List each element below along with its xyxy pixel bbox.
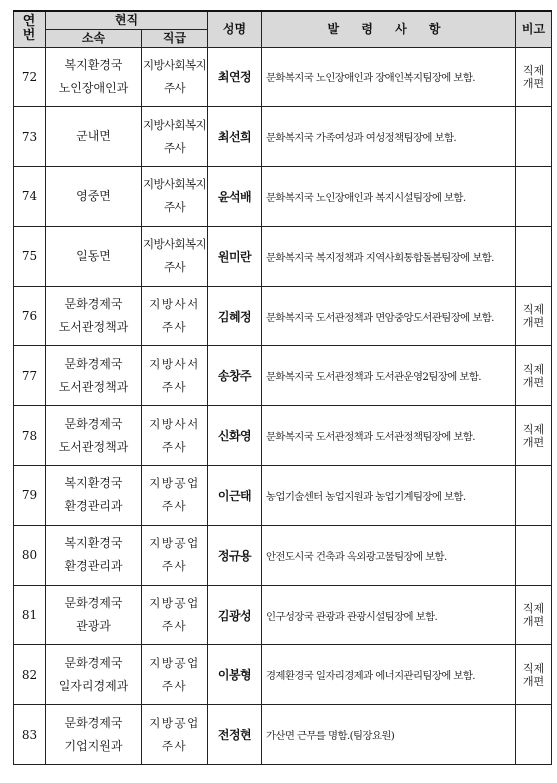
rank-line: 지방사회복지 [142,237,207,252]
header-appointment: 발 령 사 항 [262,11,516,47]
table-row [14,226,552,286]
row-number: 82 [14,645,46,705]
remarks-cell [516,466,552,526]
rank-line: 지방사회복지 [142,177,207,192]
rank-line: 지방공업 [149,596,200,611]
rank-cell [142,167,208,227]
rank-cell [142,406,208,466]
remarks-cell [516,107,552,167]
department-line: 문화경제국 [64,655,123,670]
rank-line: 주사 [161,678,188,693]
table-row [14,47,552,107]
department-line: 환경관리과 [64,499,123,514]
appointment-cell: 가산면 근무를 명함.(팀장요원) [262,705,516,765]
name-cell: 송창주 [208,346,262,406]
name-cell: 이봉형 [208,645,262,705]
rank-line: 주사 [161,499,188,514]
table-row [14,585,552,645]
department-line: 도서관정책과 [58,320,129,335]
appointment-cell: 문화복지국 도서관정책과 면암중앙도서관팀장에 보함. [262,286,516,346]
rank-line: 지방공업 [149,536,200,551]
remarks-line: 개편 [522,76,545,90]
appointment-cell: 농업기술센터 농업지원과 농업기계팀장에 보함. [262,466,516,526]
department-line: 복지환경국 [64,476,123,491]
department-cell [46,346,142,406]
remarks-line: 직제 [522,422,545,436]
row-number: 79 [14,466,46,526]
remarks-cell [516,47,552,107]
remarks-cell [516,346,552,406]
rank-line: 주사 [163,80,186,95]
remarks-cell [516,406,552,466]
remarks-cell [516,705,552,765]
rank-line: 주사 [161,439,188,454]
rank-line: 지방사서 [149,297,200,312]
department-cell [46,406,142,466]
department-line: 일자리경제과 [58,678,129,693]
department-line: 복지환경국 [64,536,123,551]
department-cell [46,286,142,346]
rank-cell [142,525,208,585]
department-cell [46,466,142,526]
rank-cell [142,645,208,705]
department-line: 기업지원과 [64,738,123,753]
row-number: 77 [14,346,46,406]
remarks-line: 직제 [522,362,545,376]
header-number [14,11,46,47]
name-cell: 최선희 [208,107,262,167]
remarks-line: 개편 [522,375,545,389]
rank-cell [142,226,208,286]
department-line: 관광과 [76,619,111,634]
remarks-cell [516,286,552,346]
rank-line: 주사 [161,559,188,574]
remarks-line: 개편 [522,316,545,330]
remarks-cell [516,585,552,645]
rank-line: 지방공업 [149,476,200,491]
table-row [14,406,552,466]
department-line: 도서관정책과 [58,379,129,394]
rank-cell [142,47,208,107]
appointment-cell: 인구성장국 관광과 관광시설팀장에 보함. [262,585,516,645]
name-cell: 김혜정 [208,286,262,346]
rank-line: 주사 [161,320,188,335]
rank-line: 주사 [163,200,186,215]
rank-line: 지방사서 [149,356,200,371]
appointment-cell: 문화복지국 노인장애인과 장애인복지팀장에 보함. [262,47,516,107]
rank-line: 주사 [161,619,188,634]
remarks-line: 직제 [522,303,545,317]
department-cell [46,585,142,645]
department-cell [46,645,142,705]
appointment-cell: 경제환경국 일자리경제과 에너지관리팀장에 보함. [262,645,516,705]
rank-line: 지방사서 [149,416,200,431]
remarks-cell [516,525,552,585]
appointment-cell: 안전도시국 건축과 옥외광고물팀장에 보함. [262,525,516,585]
rank-cell [142,466,208,526]
name-cell: 김광성 [208,585,262,645]
row-number: 76 [14,286,46,346]
table-body [14,47,552,765]
remarks-line: 직제 [522,63,545,77]
name-cell: 최연정 [208,47,262,107]
department-line: 영중면 [76,188,111,203]
rank-line: 지방공업 [149,655,200,670]
header-number-line1: 연 [22,14,37,30]
header-remarks: 비고 [516,11,552,47]
table-row [14,107,552,167]
row-number: 81 [14,585,46,645]
row-number: 83 [14,705,46,765]
rank-cell [142,346,208,406]
name-cell: 윤석배 [208,167,262,227]
department-line: 복지환경국 [64,57,123,72]
department-line: 환경관리과 [64,559,123,574]
department-line: 노인장애인과 [58,80,129,95]
table-row [14,645,552,705]
header-current-position: 현직 [46,11,208,29]
department-cell [46,525,142,585]
row-number: 74 [14,167,46,227]
remarks-line: 개편 [522,615,545,629]
name-cell: 전정현 [208,705,262,765]
rank-line: 주사 [163,140,186,155]
rank-line: 지방공업 [149,715,200,730]
name-cell: 신화영 [208,406,262,466]
name-cell: 이근태 [208,466,262,526]
appointment-cell: 문화복지국 도서관정책과 도서관운영2팀장에 보함. [262,346,516,406]
rank-line: 주사 [163,260,186,275]
table-row [14,167,552,227]
department-line: 도서관정책과 [58,439,129,454]
rank-line: 지방사회복지 [142,57,207,72]
rank-cell [142,705,208,765]
appointment-cell: 문화복지국 노인장애인과 복지시설팀장에 보함. [262,167,516,227]
remarks-cell [516,226,552,286]
row-number: 73 [14,107,46,167]
row-number: 78 [14,406,46,466]
rank-cell [142,286,208,346]
row-number: 80 [14,525,46,585]
department-line: 문화경제국 [64,356,123,371]
rank-cell [142,585,208,645]
remarks-line: 개편 [522,674,545,688]
table-row [14,525,552,585]
remarks-cell [516,167,552,227]
table-row [14,705,552,765]
department-line: 문화경제국 [64,596,123,611]
header-row-top [14,11,552,29]
appointment-cell: 문화복지국 도서관정책과 도서관정책팀장에 보함. [262,406,516,466]
department-cell [46,47,142,107]
appointment-cell: 문화복지국 가족여성과 여성정책팀장에 보함. [262,107,516,167]
table-row [14,466,552,526]
department-cell [46,167,142,227]
table-row [14,286,552,346]
header-number-line2: 번 [22,28,37,44]
department-line: 일동면 [76,248,111,263]
remarks-line: 직제 [522,661,545,675]
personnel-order-table [13,10,552,765]
department-line: 문화경제국 [64,416,123,431]
department-line: 문화경제국 [64,715,123,730]
name-cell: 원미란 [208,226,262,286]
rank-line: 주사 [161,379,188,394]
department-line: 문화경제국 [64,297,123,312]
department-cell [46,226,142,286]
table-row [14,346,552,406]
header-name: 성명 [208,11,262,47]
header-department: 소속 [46,29,142,47]
department-cell [46,705,142,765]
rank-cell [142,107,208,167]
department-line: 군내면 [76,129,111,144]
row-number: 75 [14,226,46,286]
name-cell: 정규용 [208,525,262,585]
remarks-cell [516,645,552,705]
row-number: 72 [14,47,46,107]
header-rank: 직급 [142,29,208,47]
remarks-line: 개편 [522,435,545,449]
department-cell [46,107,142,167]
remarks-line: 직제 [522,602,545,616]
rank-line: 지방사회복지 [142,117,207,132]
appointment-cell: 문화복지국 복지정책과 지역사회통합돌봄팀장에 보함. [262,226,516,286]
rank-line: 주사 [161,738,188,753]
